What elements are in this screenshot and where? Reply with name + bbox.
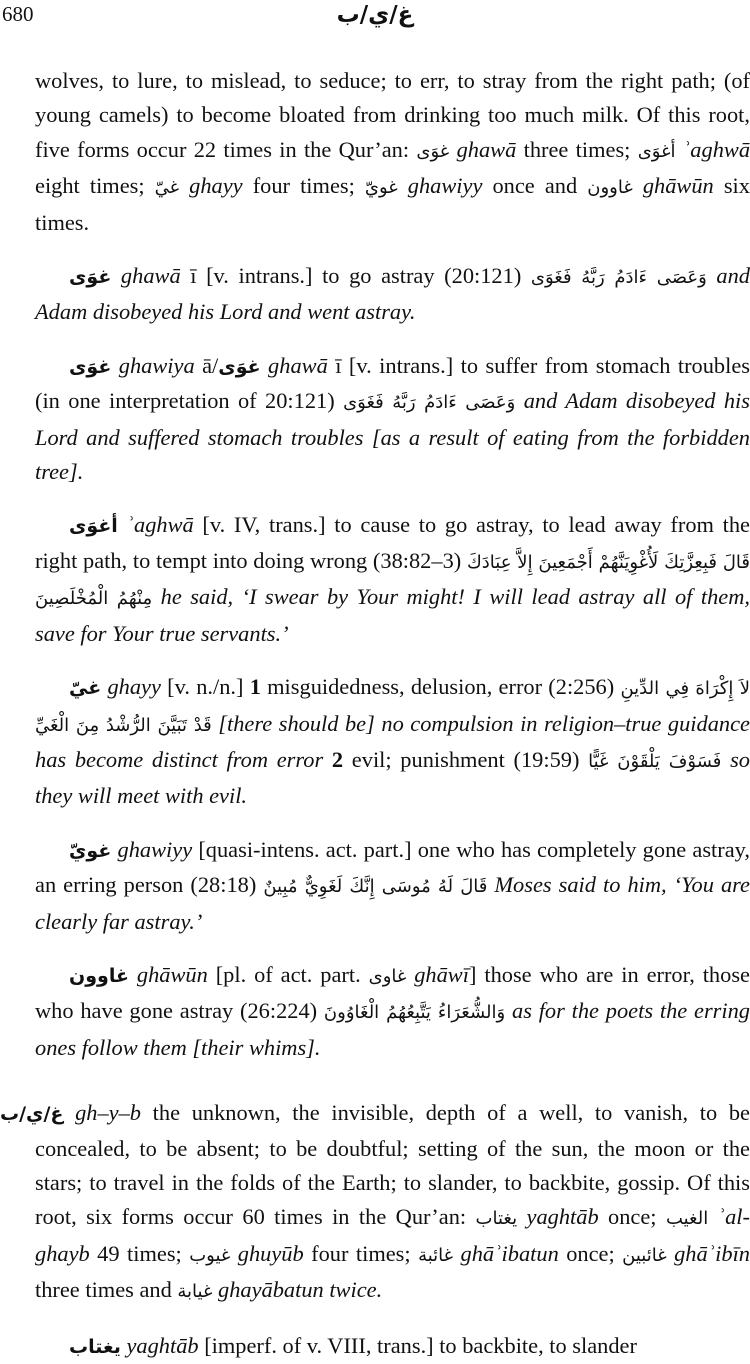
page-number: 680 (2, 2, 34, 26)
root-headword: غ/ي/ب (0, 1103, 64, 1126)
root-entry-gh-y-b: غ/ي/ب gh–y–b the unknown, the invisible, depth of a well, to vanish, to be concealed, to be absent; to be doubtful; setting of the sun, the moon or the stars; to travel in the folds of the Earth; to slander, to backbite, gossip. Of this root, six forms occur 60 times in the Qur’an: يغتاب yaghtāb once; الغيب ʾal-ghayb 49 times; غيوب ghuyūb four times; غائبة ghāʾibatun once; غائبين ghāʾibīn three times and غيابة ghayābatun twice. (0, 1100, 750, 1303)
entry-headword: أغوَى (69, 515, 118, 538)
running-header-root: غ/ي/ب (336, 2, 414, 28)
entry-headword: غاوون (69, 964, 129, 987)
dictionary-content (0, 64, 750, 1364)
entry-headword: غوَى (69, 266, 112, 289)
entry-ghawiyy: غويّ ghawiyy [quasi-intens. act. part.] one who has completely gone astray, an erring person (28:18) قَالَ لَهُ مُوسَى إِنَّكَ لَغَوِيٌّ مُبِينٌ Moses said to him, ‘You are clearly far astray.’ (35, 836, 750, 934)
entry-headword: غويّ (69, 839, 112, 862)
entry-headword: غوَى (69, 355, 112, 378)
entry-ghawun: غاوون ghāwūn [pl. of act. part. غاوى ghāwī] those who are in error, those who have gone astray (26:224) وَالشُّعَرَاءُ يَتَّبِعُهُمُ الْغَاوُونَ as for the poets the erring ones follow them [their whims]. (35, 961, 750, 1060)
entry-headword: غيّ (69, 677, 102, 700)
entry-headword: يغتاب (69, 1335, 121, 1358)
entry-ghayy: غيّ ghayy [v. n./n.] 1 misguidedness, delusion, error (2:256) لاَ إِكْرَاهَ فِي الدِّينِ قَدْ تَبَيَّنَ الرُّشْدُ مِنَ الْغَيِّ [there should be] no compulsion in religion–true guidance has become distinct from error 2 evil; punishment (19:59) فَسَوْفَ يَلْقَوْنَ غَيًّا so they will meet with evil. (35, 674, 750, 809)
continuation-paragraph: wolves, to lure, to mislead, to seduce; to err, to stray from the right path; (of young camels) to become bloated from drinking too much milk. Of this root, five forms occur 22 times in the Qur’an: غوَى ghawā three times; أغوَى ʾaghwā eight times; غيّ ghayy four times; غويّ ghawiyy once and غاوون ghāwūn six times. (35, 68, 750, 235)
entry-aghwa: أغوَى ʾaghwā [v. IV, trans.] to cause to go astray, to lead away from the right path, to tempt into doing wrong (38:82–3) قَالَ فَبِعِزَّتِكَ لَأُغْوِيَنَّهُمْ أَجْمَعِينَ إِلاَّ عِبَادَكَ مِنْهُمُ الْمُخْلَصِينَ he said, ‘I swear by Your might! I will lead astray all of them, save for Your true servants.’ (35, 512, 750, 646)
entry-ghawiya: غوَى ghawiya ā/غوَى ghawā ī [v. intrans.] to suffer from stomach troubles (in one interpretation of 20:121) وَعَصَى ءَادَمُ رَبَّهُ فَغَوَى and Adam disobeyed his Lord and suffered stomach troubles [as a result of eating from the forbidden tree]. (35, 352, 750, 485)
entry-ghawa: غوَى ghawā ī [v. intrans.] to go astray (20:121) وَعَصَى ءَادَمُ رَبَّهُ فَغَوَى and Adam disobeyed his Lord and went astray. (35, 263, 750, 325)
entry-yaghtab: يغتاب yaghtāb [imperf. of v. VIII, trans.] to backbite, to slander (69, 1332, 637, 1358)
